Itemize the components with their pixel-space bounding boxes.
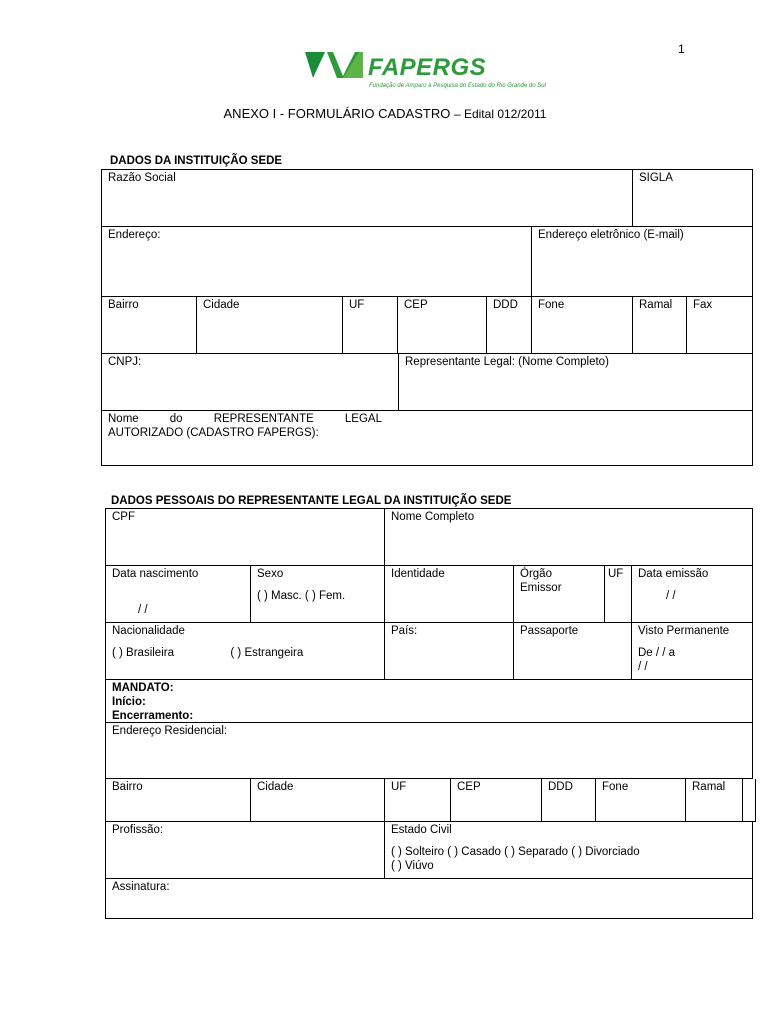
fax-field[interactable] bbox=[687, 297, 753, 354]
nome-completo-label: Nome Completo bbox=[391, 511, 475, 523]
document-title bbox=[0, 106, 770, 121]
data-emissao-slashes: / / bbox=[666, 590, 676, 602]
representante-field[interactable] bbox=[399, 354, 753, 411]
cep-residencial-label: CEP bbox=[457, 781, 481, 793]
endereco-label: Endereço: bbox=[108, 229, 161, 241]
bairro-label: Bairro bbox=[108, 299, 139, 311]
bairro-residencial-label: Bairro bbox=[112, 781, 143, 793]
profissao-label: Profissão: bbox=[112, 824, 164, 836]
visto-line1: De / / a bbox=[638, 647, 676, 659]
fone-residencial-field[interactable] bbox=[596, 779, 686, 822]
logo-subtitle: Fundação de Amparo à Pesquisa do Estado do Rio Grande do Sul bbox=[369, 83, 546, 89]
fone-residencial-label: Fone bbox=[602, 781, 629, 793]
personal-table bbox=[105, 508, 753, 919]
cidade-residencial-label: Cidade bbox=[257, 781, 294, 793]
cep-residencial-field[interactable] bbox=[451, 779, 542, 822]
inicio-label: Início: bbox=[112, 696, 146, 708]
cidade-field[interactable] bbox=[197, 297, 343, 354]
nacionalidade-field[interactable] bbox=[106, 623, 385, 680]
ddd-label: DDD bbox=[493, 299, 518, 311]
orgao-emissor-label: Órgão Emissor bbox=[520, 568, 562, 594]
page-number: 1 bbox=[678, 42, 685, 56]
endereco-field[interactable] bbox=[102, 227, 532, 297]
data-emissao-label: Data emissão bbox=[638, 568, 709, 580]
cpf-field[interactable] bbox=[106, 509, 385, 566]
visto-line2: / / bbox=[638, 661, 648, 673]
sigla-field[interactable] bbox=[633, 170, 753, 227]
logo-wordmark: FAPERGS bbox=[368, 54, 487, 81]
pais-label: País: bbox=[391, 625, 418, 637]
assinatura-label: Assinatura: bbox=[112, 881, 170, 893]
ddd-field[interactable] bbox=[487, 297, 532, 354]
brasileira-option[interactable]: ( ) Brasileira bbox=[112, 647, 174, 659]
title-edital: – Edital 012/2011 bbox=[453, 107, 547, 121]
uf-emissor-label: UF bbox=[608, 568, 624, 580]
uf-residencial-field[interactable] bbox=[385, 779, 451, 822]
fone-label: Fone bbox=[538, 299, 565, 311]
title-main: ANEXO I - FORMULÁRIO CADASTRO bbox=[223, 106, 451, 121]
endereco-residencial-label: Endereço Residencial: bbox=[112, 725, 228, 737]
email-label: Endereço eletrônico (E-mail) bbox=[538, 229, 684, 241]
identidade-label: Identidade bbox=[391, 568, 445, 580]
nome-rep-label-line2: AUTORIZADO (CADASTRO FAPERGS): bbox=[108, 427, 319, 439]
sexo-options: ( ) Masc. ( ) Fem. bbox=[257, 590, 346, 602]
ramal-field[interactable] bbox=[633, 297, 687, 354]
sexo-label: Sexo bbox=[257, 568, 284, 580]
profissao-field[interactable] bbox=[106, 822, 385, 879]
representante-label: Representante Legal: (Nome Completo) bbox=[405, 356, 609, 368]
nome-completo-field[interactable] bbox=[385, 509, 753, 566]
logo-shape-left bbox=[305, 52, 325, 78]
cidade-residencial-field[interactable] bbox=[251, 779, 385, 822]
cep-label: CEP bbox=[404, 299, 428, 311]
pais-field[interactable] bbox=[385, 623, 514, 680]
uf-field[interactable] bbox=[343, 297, 398, 354]
bairro-field[interactable] bbox=[102, 297, 197, 354]
nacionalidade-options bbox=[112, 646, 378, 660]
identidade-field[interactable] bbox=[385, 566, 514, 623]
estado-civil-label: Estado Civil bbox=[391, 824, 452, 836]
orgao-emissor-field[interactable] bbox=[514, 566, 605, 623]
email-field[interactable] bbox=[532, 227, 753, 297]
razao-social-field[interactable] bbox=[102, 170, 633, 227]
assinatura-field[interactable] bbox=[106, 879, 753, 919]
visto-label: Visto Permanente bbox=[638, 625, 730, 637]
estado-civil-viuvo[interactable]: ( ) Viúvo bbox=[391, 860, 434, 872]
sexo-field[interactable] bbox=[251, 566, 385, 623]
bairro-residencial-field[interactable] bbox=[106, 779, 251, 822]
cidade-label: Cidade bbox=[203, 299, 240, 311]
data-nascimento-label: Data nascimento bbox=[112, 568, 199, 580]
nome-representante-field[interactable] bbox=[102, 411, 753, 466]
nome-rep-label-line1: Nome do REPRESENTANTE LEGAL bbox=[108, 413, 382, 425]
ramal-residencial-label: Ramal bbox=[692, 781, 726, 793]
institution-table bbox=[101, 169, 753, 466]
data-nascimento-slashes: / / bbox=[138, 604, 148, 616]
encerramento-label: Encerramento: bbox=[112, 710, 194, 722]
passaporte-field[interactable] bbox=[514, 623, 632, 680]
razao-social-label: Razão Social bbox=[108, 172, 176, 184]
section1-heading: DADOS DA INSTITUIÇÃO SEDE bbox=[110, 155, 283, 167]
ddd-residencial-label: DDD bbox=[548, 781, 573, 793]
fone-field[interactable] bbox=[532, 297, 633, 354]
estrangeira-option[interactable]: ( ) Estrangeira bbox=[230, 647, 304, 659]
passaporte-label: Passaporte bbox=[520, 625, 579, 637]
ramal-label: Ramal bbox=[639, 299, 673, 311]
cnpj-field[interactable] bbox=[102, 354, 399, 411]
cpf-label: CPF bbox=[112, 511, 135, 523]
estado-civil-field[interactable] bbox=[385, 822, 753, 879]
logo-shape-right bbox=[343, 52, 363, 78]
uf-residencial-label: UF bbox=[391, 781, 407, 793]
uf-emissor-field[interactable] bbox=[605, 566, 632, 623]
ddd-residencial-field[interactable] bbox=[542, 779, 596, 822]
endereco-residencial-field[interactable] bbox=[106, 722, 753, 779]
uf-label: UF bbox=[349, 299, 365, 311]
extra-residencial-cell[interactable] bbox=[743, 779, 756, 822]
section2-heading: DADOS PESSOAIS DO REPRESENTANTE LEGAL DA INSTITUIÇÃO SEDE bbox=[111, 495, 512, 507]
visto-field[interactable] bbox=[632, 623, 753, 680]
estado-civil-options[interactable]: ( ) Solteiro ( ) Casado ( ) Separado ( ) Divorciado bbox=[391, 846, 640, 858]
data-emissao-field[interactable] bbox=[632, 566, 753, 623]
cep-field[interactable] bbox=[398, 297, 487, 354]
cnpj-label: CNPJ: bbox=[108, 356, 142, 368]
fax-label: Fax bbox=[693, 299, 713, 311]
nacionalidade-label: Nacionalidade bbox=[112, 625, 185, 637]
mandato-label: MANDATO: bbox=[112, 682, 174, 694]
sigla-label: SIGLA bbox=[639, 172, 673, 184]
ramal-residencial-field[interactable] bbox=[686, 779, 743, 822]
data-nascimento-field[interactable] bbox=[106, 566, 251, 623]
mandato-field[interactable] bbox=[106, 680, 753, 723]
